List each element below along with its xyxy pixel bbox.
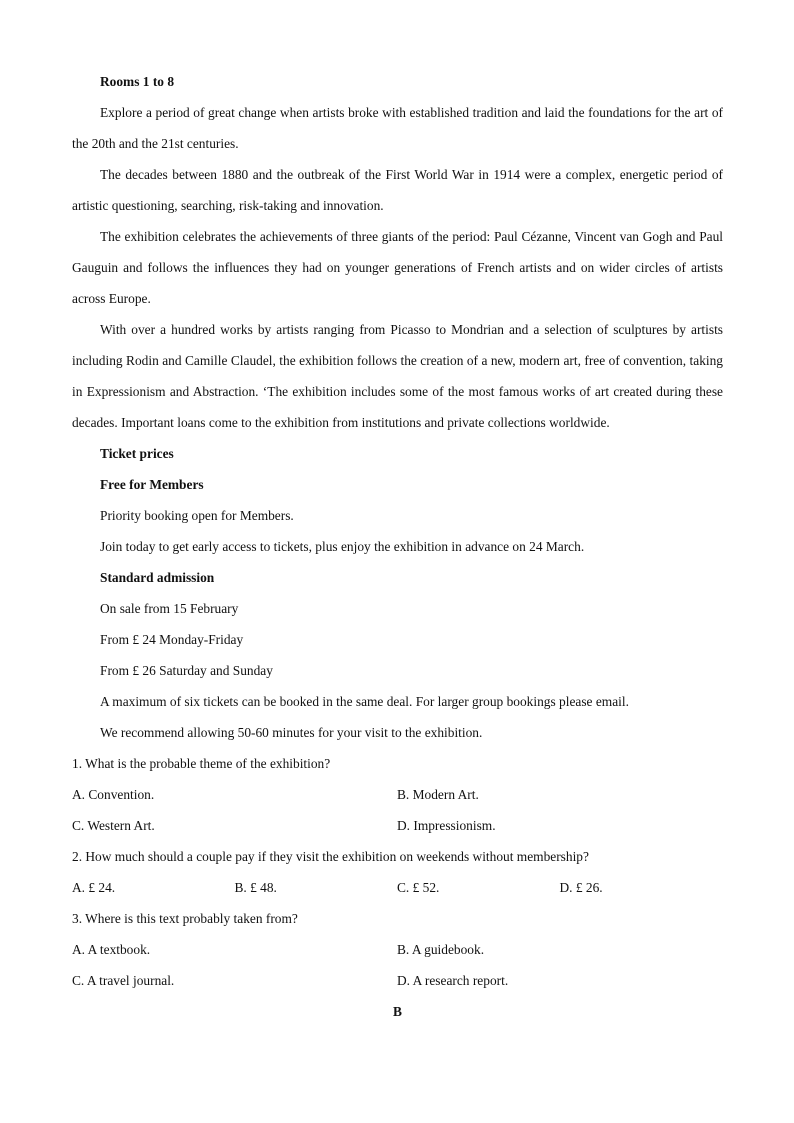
standard-line: A maximum of six tickets can be booked in the same deal. For larger group bookings please email. xyxy=(100,694,629,709)
paragraph-2: The decades between 1880 and the outbreak of the First World War in 1914 were a complex, energetic period of artistic questioning, searching, risk-taking and innovation. xyxy=(72,167,723,213)
option-d: D. A research report. xyxy=(397,973,509,988)
option-a: A. Convention. xyxy=(72,787,155,802)
members-line: Priority booking open for Members. xyxy=(100,508,294,523)
question-2: 2. How much should a couple pay if they visit the exhibition on weekends without membership? xyxy=(72,849,589,864)
next-section-label: B xyxy=(393,1004,402,1019)
option-d: D. £ 26. xyxy=(559,880,603,895)
members-line: Join today to get early access to tickets, plus enjoy the exhibition in advance on 24 March. xyxy=(100,539,585,554)
option-c: C. £ 52. xyxy=(397,880,440,895)
option-c: C. Western Art. xyxy=(72,818,155,833)
option-b: B. Modern Art. xyxy=(397,787,479,802)
paragraph-3: The exhibition celebrates the achievements of three giants of the period: Paul Cézanne, Vincent van Gogh and Paul Gauguin and follows the influences they had on younger generations of French artists and on wider circles of artists across Europe. xyxy=(72,229,723,306)
standard-line: On sale from 15 February xyxy=(100,601,239,616)
members-title: Free for Members xyxy=(100,477,204,492)
section-title: Rooms 1 to 8 xyxy=(100,74,175,89)
option-c: C. A travel journal. xyxy=(72,973,175,988)
option-a: A. A textbook. xyxy=(72,942,151,957)
paragraph-1: Explore a period of great change when artists broke with established tradition and laid the foundations for the art of the 20th and the 21st centuries. xyxy=(72,105,723,151)
standard-line: From £ 24 Monday-Friday xyxy=(100,632,244,647)
question-3: 3. Where is this text probably taken from? xyxy=(72,911,298,926)
option-d: D. Impressionism. xyxy=(397,818,496,833)
document-page xyxy=(72,66,723,1027)
ticket-prices-title: Ticket prices xyxy=(100,446,174,461)
question-1-options-row-1 xyxy=(72,779,723,810)
question-2-options xyxy=(72,872,723,903)
standard-line: From £ 26 Saturday and Sunday xyxy=(100,663,273,678)
standard-line: We recommend allowing 50-60 minutes for your visit to the exhibition. xyxy=(100,725,483,740)
question-3-options-row-1 xyxy=(72,934,723,965)
question-1: 1. What is the probable theme of the exhibition? xyxy=(72,756,331,771)
option-b: B. A guidebook. xyxy=(397,942,485,957)
question-1-options-row-2 xyxy=(72,810,723,841)
question-3-options-row-2 xyxy=(72,965,723,996)
paragraph-4: With over a hundred works by artists ranging from Picasso to Mondrian and a selection of sculptures by artists including Rodin and Camille Claudel, the exhibition follows the creation of a new, modern art, free of convention, taking in Expressionism and Abstraction. ‘The exhibition includes some of the most famous works of art created during these decades. Important loans come to the exhibition from institutions and private collections worldwide. xyxy=(72,322,723,430)
option-b: B. £ 48. xyxy=(234,880,277,895)
option-a: A. £ 24. xyxy=(72,880,116,895)
standard-admission-title: Standard admission xyxy=(100,570,215,585)
